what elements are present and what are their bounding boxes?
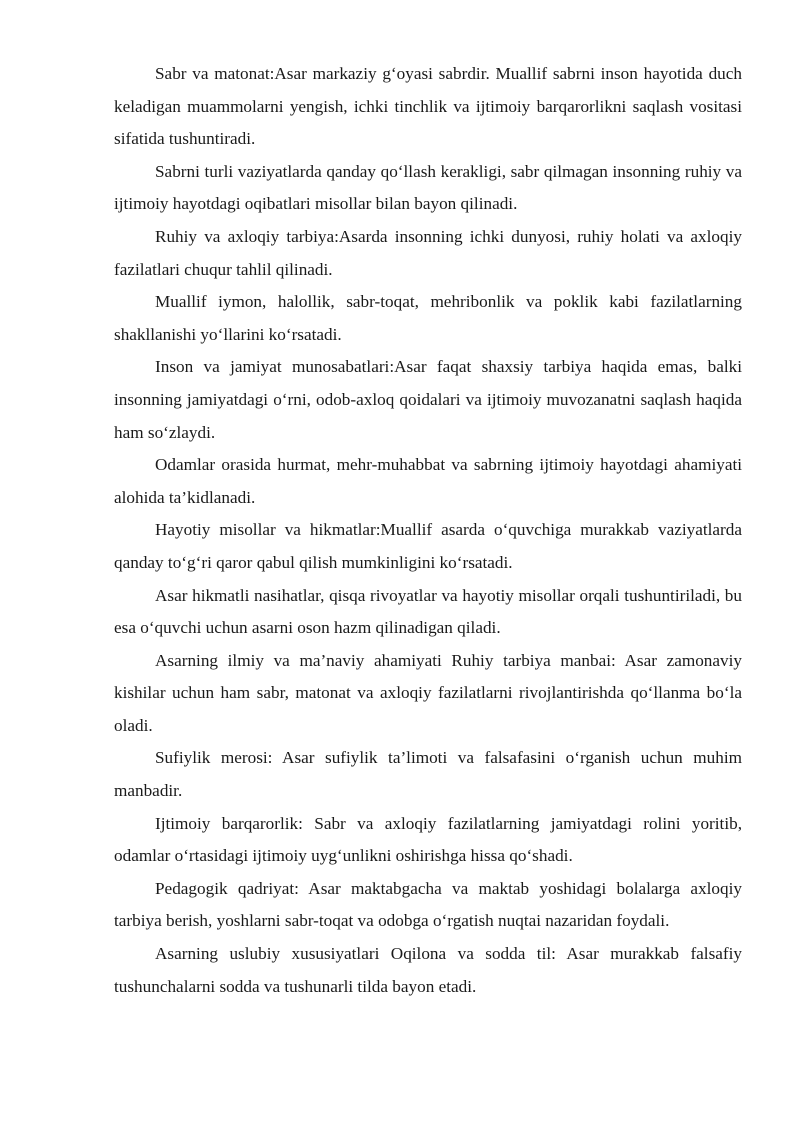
paragraph-hikmatli-nasihatlar: Asar hikmatli nasihatlar, qisqa rivoyatlar va hayotiy misollar orqali tushuntiriladi, bu esa o‘quvchi uchun asarni oson hazm qilinadigan qiladi. <box>114 585 742 638</box>
paragraph-ijtimoiy-barqarorlik: Ijtimoiy barqarorlik: Sabr va axloqiy fazilatlarning jamiyatdagi rolini yoritib, odamlar o‘rtasidagi ijtimoiy uyg‘unlikni oshirishga hissa qo‘shadi. <box>114 813 742 866</box>
paragraph-sabr-qollash: Sabrni turli vaziyatlarda qanday qo‘llash kerakligi, sabr qilmagan insonning ruhiy va ijtimoiy hayotdagi oqibatlari misollar bilan bayon qilinadi. <box>114 161 742 214</box>
paragraph-inson-va-jamiyat: Inson va jamiyat munosabatlari:Asar faqat shaxsiy tarbiya haqida emas, balki insonning jamiyatdagi o‘rni, odob-axloq qoidalari va ijtimoiy muvozanatni saqlash haqida ham so‘zlaydi. <box>114 357 742 442</box>
paragraph-fazilatlar: Muallif iymon, halollik, sabr-toqat, mehribonlik va poklik kabi fazilatlarning shakllanishi yo‘llarini ko‘rsatadi. <box>114 292 742 344</box>
paragraph-ruhiy-axloqiy-tarbiya: Ruhiy va axloqiy tarbiya:Asarda insonning ichki dunyosi, ruhiy holati va axloqiy fazilatlari chuqur tahlil qilinadi. <box>114 226 742 279</box>
paragraph-sabr-va-matonat: Sabr va matonat:Asar markaziy g‘oyasi sabrdir. Muallif sabrni inson hayotida duch keladigan muammolarni yengish, ichki tinchlik va ijtimoiy barqarorlikni saqlash vositasi sifatida tushuntiradi. <box>114 64 742 149</box>
document-page <box>114 58 742 1003</box>
paragraph-ilmiy-ahamiyati: Asarning ilmiy va ma’naviy ahamiyati Ruhiy tarbiya manbai: Asar zamonaviy kishilar uchun ham sabr, matonat va axloqiy fazilatlarni rivojlantirishda qo‘llanma bo‘la oladi. <box>114 650 742 735</box>
paragraph-sufiylik-merosi: Sufiylik merosi: Asar sufiylik ta’limoti va falsafasini o‘rganish uchun muhim manbadir. <box>114 748 742 801</box>
paragraph-hurmat: Odamlar orasida hurmat, mehr-muhabbat va sabrning ijtimoiy hayotdagi ahamiyati alohida ta’kidlanadi. <box>114 455 742 507</box>
paragraph-uslubiy-xususiyatlari: Asarning uslubiy xususiyatlari Oqilona va sodda til: Asar murakkab falsafiy tushunchalarni sodda va tushunarli tilda bayon etadi. <box>114 944 742 996</box>
paragraph-hayotiy-misollar: Hayotiy misollar va hikmatlar:Muallif asarda o‘quvchiga murakkab vaziyatlarda qanday to‘g‘ri qaror qabul qilish mumkinligini ko‘rsatadi. <box>114 520 742 572</box>
paragraph-pedagogik-qadriyat: Pedagogik qadriyat: Asar maktabgacha va maktab yoshidagi bolalarga axloqiy tarbiya berish, yoshlarni sabr-toqat va odobga o‘rgatish nuqtai nazaridan foydali. <box>114 878 742 931</box>
